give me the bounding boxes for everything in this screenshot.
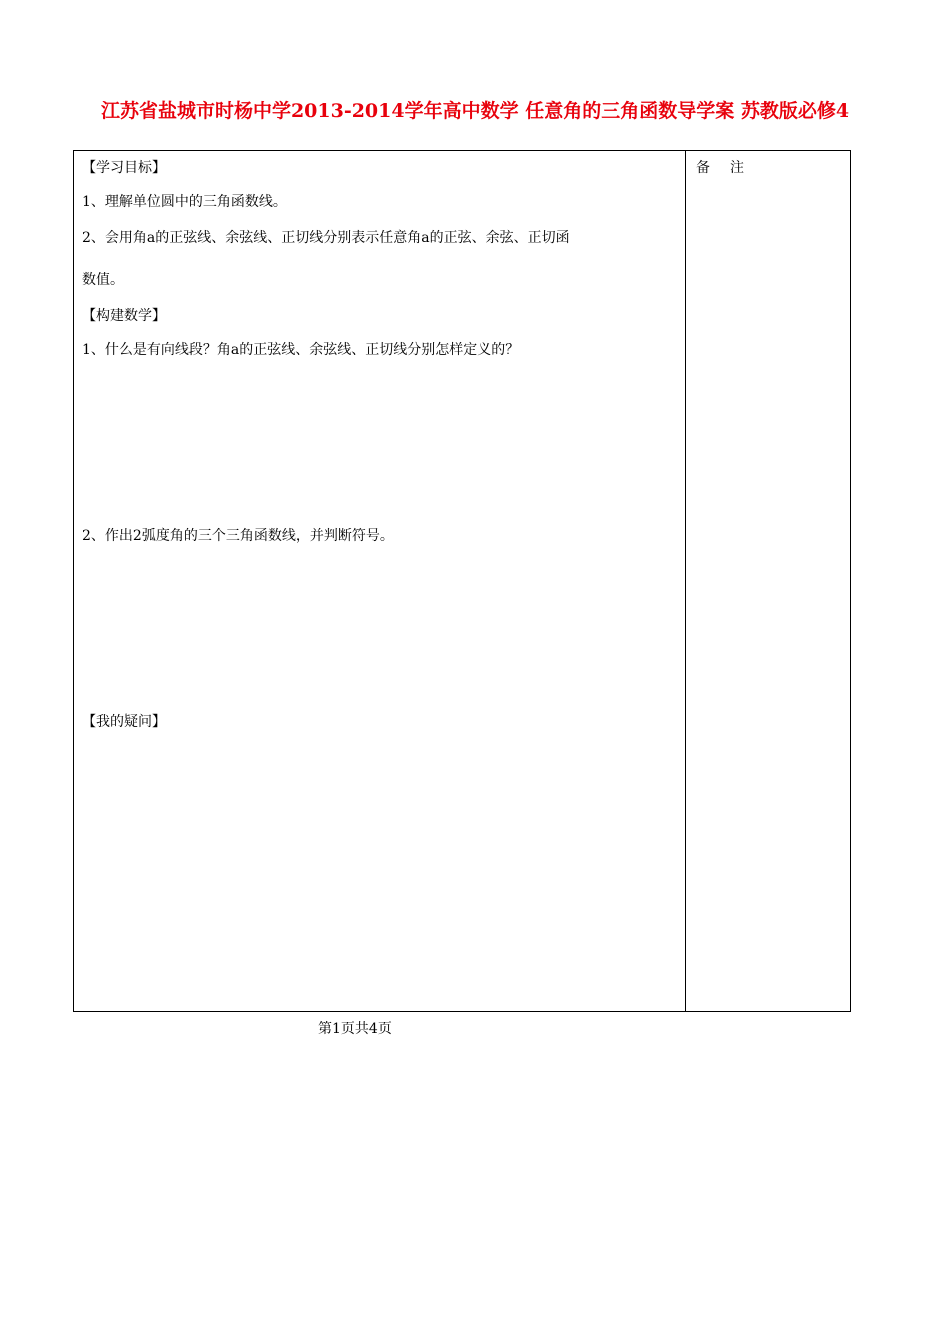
construct-heading: 【构建数学】: [82, 308, 166, 324]
worksheet-table: [73, 150, 851, 1012]
question-2: 2、作出2弧度角的三个三角函数线，并判断符号。: [82, 528, 394, 544]
objective-1: 1、理解单位圆中的三角函数线。: [82, 194, 287, 210]
objective-2-line2: 数值。: [82, 272, 124, 288]
content-column: [74, 151, 685, 1011]
notes-column: [686, 151, 850, 1011]
notes-header: 备注: [696, 160, 764, 176]
objective-2-line1: 2、会用角a的正弦线、余弦线、正切线分别表示任意角a的正弦、余弦、正切函: [82, 230, 570, 246]
document-title: 江苏省盐城市时杨中学2013-2014学年高中数学 任意角的三角函数导学案 苏教版必修4: [100, 100, 850, 122]
doubts-heading: 【我的疑问】: [82, 714, 166, 730]
question-1: 1、什么是有向线段？角a的正弦线、余弦线、正切线分别怎样定义的？: [82, 342, 520, 358]
objectives-heading: 【学习目标】: [82, 160, 166, 176]
page-number: 第1页共4页: [318, 1021, 392, 1037]
